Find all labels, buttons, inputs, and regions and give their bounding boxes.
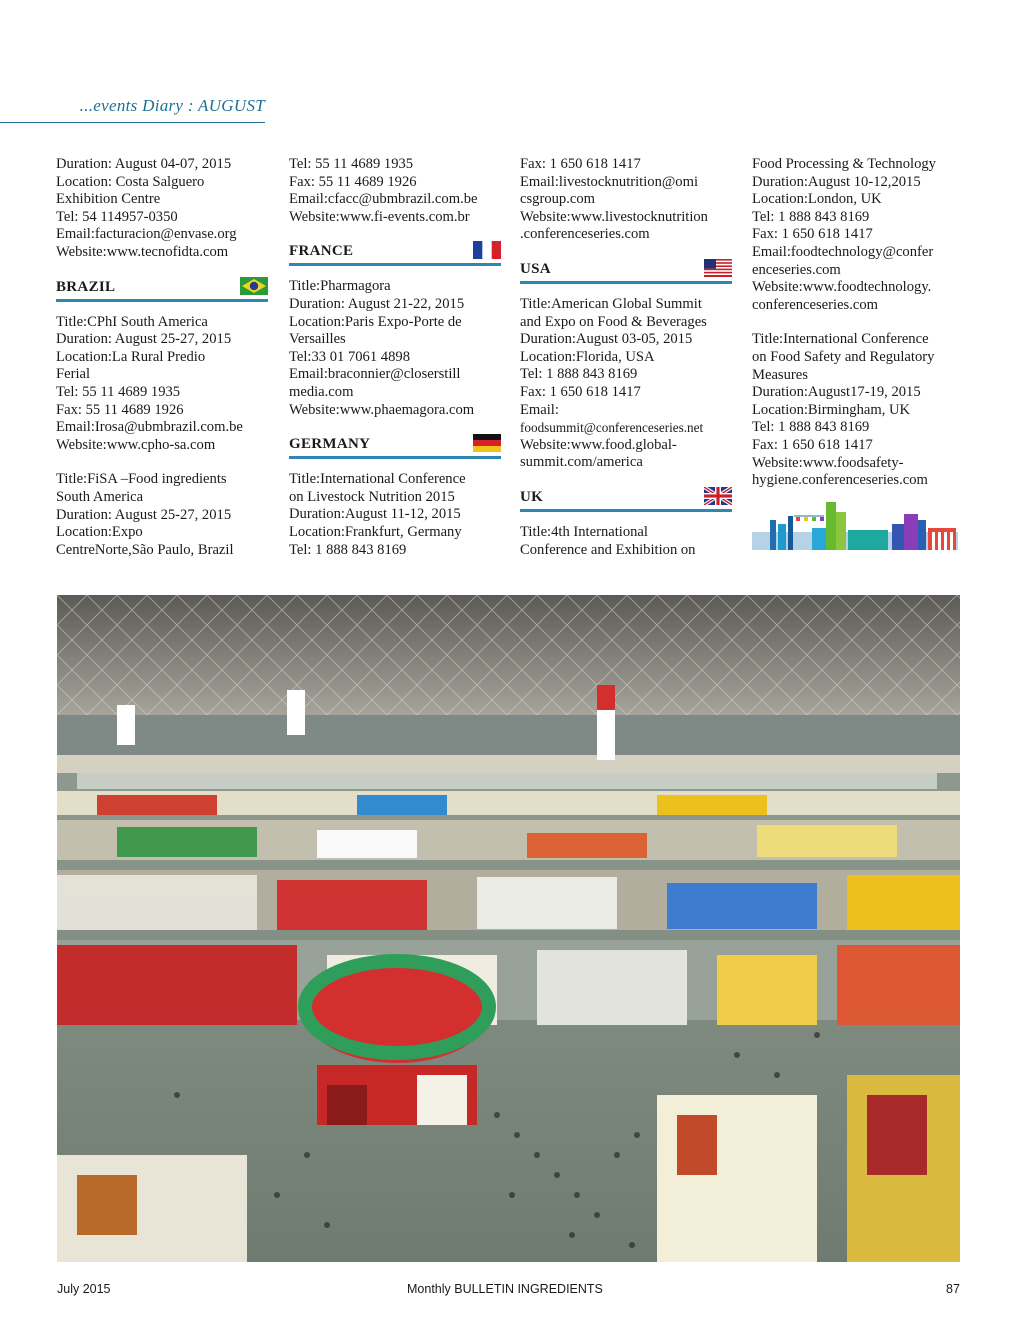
event-line: Fax: 1 650 618 1417 xyxy=(520,383,641,400)
event-line: Duration:August 10-12,2015 xyxy=(752,173,921,190)
event-line: csgroup.com xyxy=(520,191,595,208)
event-line: Duration: August 04-07, 2015 xyxy=(56,156,232,172)
event-line: Tel: 54 114957-0350 xyxy=(56,208,178,225)
event-line: Website:www.food.global- xyxy=(520,436,677,453)
footer-publication: Monthly BULLETIN INGREDIENTS xyxy=(407,1282,603,1296)
event-line: Email:braconnier@closerstill xyxy=(289,366,461,383)
event-line: Exhibition Centre xyxy=(56,191,161,208)
event-line: Title:International Conference xyxy=(752,331,929,348)
event-block xyxy=(289,278,501,419)
column-4 xyxy=(752,156,960,550)
event-line: enceseries.com xyxy=(752,261,841,278)
event-line: Website:www.fi-events.com.br xyxy=(289,208,470,225)
event-line: Measures xyxy=(752,366,808,383)
event-line: Fax: 1 650 618 1417 xyxy=(752,226,873,243)
event-line: Website:www.tecnofidta.com xyxy=(56,243,229,260)
event-line: Email:livestocknutrition@omi xyxy=(520,173,699,190)
event-line: Title:CPhI South America xyxy=(56,313,208,330)
event-line: Website:www.foodsafety- xyxy=(752,454,904,471)
event-line: Website:www.livestocknutrition xyxy=(520,208,708,225)
event-block xyxy=(520,524,732,559)
event-line: Location:London, UK xyxy=(752,191,882,208)
event-line: on Food Safety and Regulatory xyxy=(752,348,935,365)
event-line: Duration: August 25-27, 2015 xyxy=(56,331,232,348)
event-line: CentreNorte,São Paulo, Brazil xyxy=(56,541,234,558)
event-line: Tel: 1 888 843 8169 xyxy=(752,419,870,436)
event-line: Location:Florida, USA xyxy=(520,348,655,365)
event-line: Title:International Conference xyxy=(289,471,466,488)
event-line: Location:Birmingham, UK xyxy=(752,401,911,418)
event-line: Duration: August 25-27, 2015 xyxy=(56,506,232,523)
event-line: Title:4th International xyxy=(520,523,648,540)
event-block xyxy=(520,156,732,244)
column-3 xyxy=(520,156,732,559)
event-line: Food Processing & Technology xyxy=(752,156,936,172)
france-flag-icon xyxy=(473,241,501,259)
event-line: Location: Costa Salguero xyxy=(56,173,205,190)
page-number: 87 xyxy=(946,1282,960,1296)
event-line: Website:www.phaemagora.com xyxy=(289,401,475,418)
event-line: Email:Irosa@ubmbrazil.com.be xyxy=(56,419,243,436)
event-line: on Livestock Nutrition 2015 xyxy=(289,488,455,505)
event-line: Conference and Exhibition on xyxy=(520,541,696,558)
event-line: Website:www.cpho-sa.com xyxy=(56,436,216,453)
event-block xyxy=(752,331,960,489)
event-line: Tel:33 01 7061 4898 xyxy=(289,348,410,365)
event-line: .conferenceseries.com xyxy=(520,226,650,243)
event-line: Duration:August 03-05, 2015 xyxy=(520,331,693,348)
event-line: Duration: August 21-22, 2015 xyxy=(289,295,465,312)
event-line: summit.com/america xyxy=(520,454,643,471)
germany-flag-icon xyxy=(473,434,501,452)
event-email: foodsummit@conferenceseries.net xyxy=(520,420,704,436)
section-header xyxy=(0,96,265,123)
country-heading-uk xyxy=(520,484,732,512)
exhibition-hall-photo xyxy=(57,595,960,1262)
event-line: Location:Expo xyxy=(56,524,143,541)
country-name: FRANCE xyxy=(289,243,354,260)
column-1 xyxy=(56,156,268,559)
country-name: UK xyxy=(520,488,544,505)
footer-date: July 2015 xyxy=(57,1282,111,1296)
event-line: Fax: 1 650 618 1417 xyxy=(752,436,873,453)
event-line: Email:foodtechnology@confer xyxy=(752,243,934,260)
country-name: BRAZIL xyxy=(56,278,116,295)
event-line: Website:www.foodtechnology. xyxy=(752,279,932,296)
event-line: Tel: 1 888 843 8169 xyxy=(289,541,407,558)
event-line: Location:Paris Expo-Porte de xyxy=(289,313,462,330)
event-line: Duration:August 11-12, 2015 xyxy=(289,506,461,523)
uk-flag-icon xyxy=(704,487,732,505)
event-block xyxy=(520,296,732,419)
event-line: Duration:August17-19, 2015 xyxy=(752,384,921,401)
country-heading-brazil xyxy=(56,274,268,302)
event-line: Tel: 55 11 4689 1935 xyxy=(289,156,414,172)
event-block xyxy=(289,471,501,559)
event-line: Ferial xyxy=(56,366,91,383)
event-block xyxy=(520,437,732,472)
event-line: Tel: 55 11 4689 1935 xyxy=(56,383,181,400)
usa-flag-icon xyxy=(704,259,732,277)
event-line: Tel: 1 888 843 8169 xyxy=(520,366,638,383)
country-heading-france xyxy=(289,238,501,266)
event-line: hygiene.conferenceseries.com xyxy=(752,472,928,489)
brazil-flag-icon xyxy=(240,277,268,295)
event-line: Title:American Global Summit xyxy=(520,295,702,312)
country-heading-germany xyxy=(289,431,501,459)
event-line: Location:Frankfurt, Germany xyxy=(289,523,462,540)
section-title: ...events Diary : AUGUST xyxy=(79,96,265,115)
event-line: Title:Pharmagora xyxy=(289,278,391,295)
event-line: Fax: 1 650 618 1417 xyxy=(520,156,641,172)
event-line: media.com xyxy=(289,383,354,400)
event-block xyxy=(56,156,268,262)
event-line: and Expo on Food & Beverages xyxy=(520,313,707,330)
country-name: GERMANY xyxy=(289,436,371,453)
event-line: conferenceseries.com xyxy=(752,296,878,313)
event-line: Title:FiSA –Food ingredients xyxy=(56,471,227,488)
event-line: Email:facturacion@envase.org xyxy=(56,226,237,243)
city-skyline-graphic xyxy=(752,502,958,550)
event-line: Tel: 1 888 843 8169 xyxy=(752,208,870,225)
event-line: South America xyxy=(56,488,144,505)
column-2 xyxy=(289,156,501,559)
event-line: Fax: 55 11 4689 1926 xyxy=(56,401,184,418)
event-line: Email:cfacc@ubmbrazil.com.be xyxy=(289,191,478,208)
event-line: Location:La Rural Predio xyxy=(56,348,206,365)
event-line: Fax: 55 11 4689 1926 xyxy=(289,173,417,190)
event-block xyxy=(752,156,960,314)
event-line: Versailles xyxy=(289,331,346,348)
event-block xyxy=(56,471,268,559)
event-block xyxy=(56,314,268,455)
event-line: Email: xyxy=(520,401,559,418)
country-name: USA xyxy=(520,260,551,277)
country-heading-usa xyxy=(520,256,732,284)
event-block xyxy=(289,156,501,226)
